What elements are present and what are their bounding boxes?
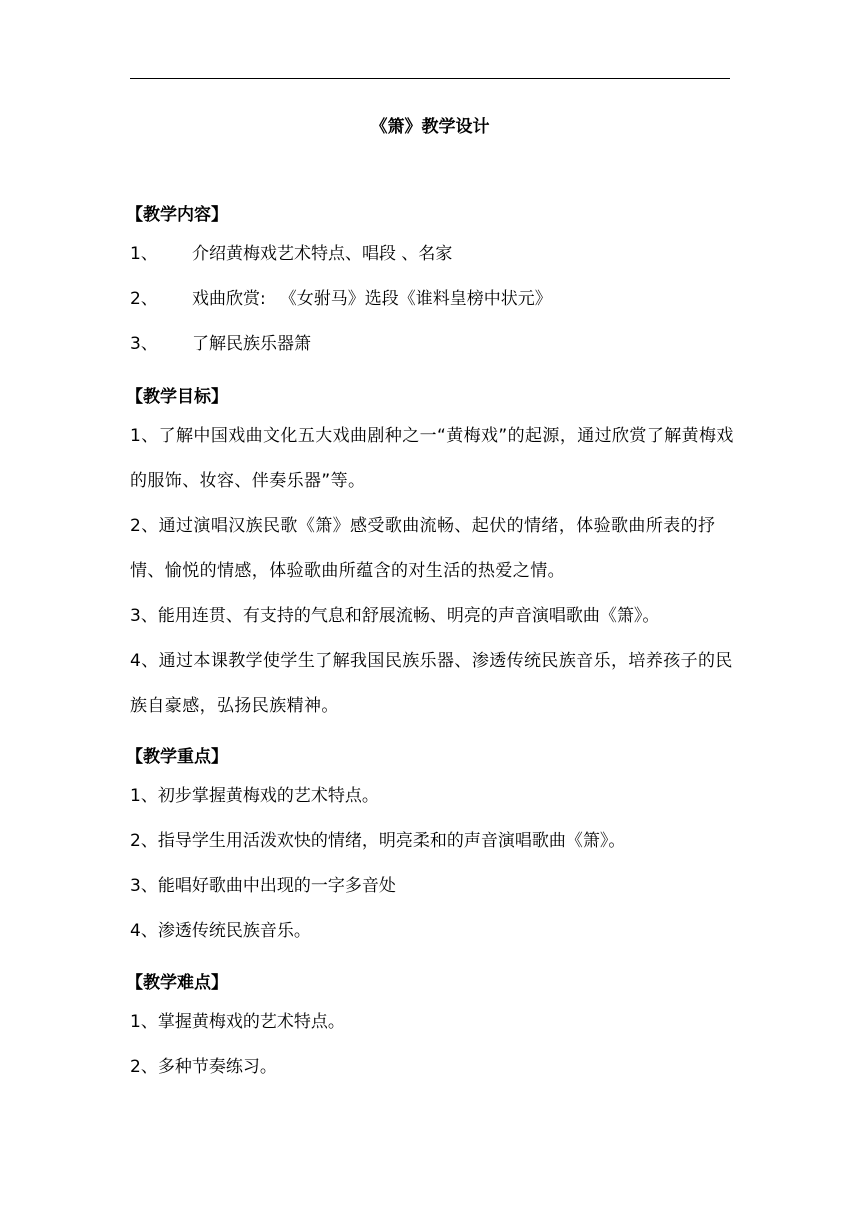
list-item — [130, 277, 740, 322]
item-number: 1、 — [130, 244, 158, 264]
item-number: 3、 — [130, 334, 158, 354]
list-item: 1、初步掌握黄梅戏的艺术特点。 — [130, 786, 379, 806]
list-item: 4、渗透传统民族音乐。 — [130, 921, 311, 941]
list-item — [130, 232, 740, 277]
section-key-points — [126, 740, 740, 954]
list-item: 2、指导学生用活泼欢快的情绪，明亮柔和的声音演唱歌曲《箫》。 — [130, 831, 626, 851]
paragraph: 4、通过本课教学使学生了解我国民族乐器、渗透传统民族音乐，培养孩子的民族自豪感，弘扬民族精神。 — [130, 651, 733, 716]
paragraph: 3、能用连贯、有支持的气息和舒展流畅、明亮的声音演唱歌曲《箫》。 — [130, 606, 660, 626]
section-goals — [126, 380, 740, 729]
item-text-label: 戏曲欣赏: — [192, 289, 266, 309]
item-number: 2、 — [130, 289, 158, 309]
header-rule — [130, 78, 730, 79]
item-text: 了解民族乐器箫 — [192, 334, 311, 354]
list-item: 2、多种节奏练习。 — [130, 1057, 277, 1077]
section-heading-goals: 【教学目标】 — [126, 387, 228, 407]
item-text: 介绍黄梅戏艺术特点、唱段 、名家 — [192, 244, 453, 264]
paragraph: 1、了解中国戏曲文化五大戏曲剧种之一“黄梅戏”的起源，通过欣赏了解黄梅戏的服饰、妆容、伴奏乐器”等。 — [130, 426, 734, 491]
section-heading-difficulties: 【教学难点】 — [126, 973, 228, 993]
section-difficulties — [126, 966, 740, 1090]
list-item: 1、掌握黄梅戏的艺术特点。 — [130, 1012, 345, 1032]
section-heading-content: 【教学内容】 — [126, 205, 228, 225]
item-text: 《女驸马》选段《谁料皇榜中状元》 — [279, 289, 552, 309]
list-item — [130, 322, 740, 367]
section-heading-key-points: 【教学重点】 — [126, 747, 228, 767]
list-item: 3、能唱好歌曲中出现的一字多音处 — [130, 876, 396, 896]
paragraph: 2、通过演唱汉族民歌《箫》感受歌曲流畅、起伏的情绪，体验歌曲所表的抒情、愉悦的情感，体验歌曲所蕴含的对生活的热爱之情。 — [130, 516, 716, 581]
document-title: 《箫》教学设计 — [370, 117, 490, 137]
section-content — [126, 198, 740, 367]
